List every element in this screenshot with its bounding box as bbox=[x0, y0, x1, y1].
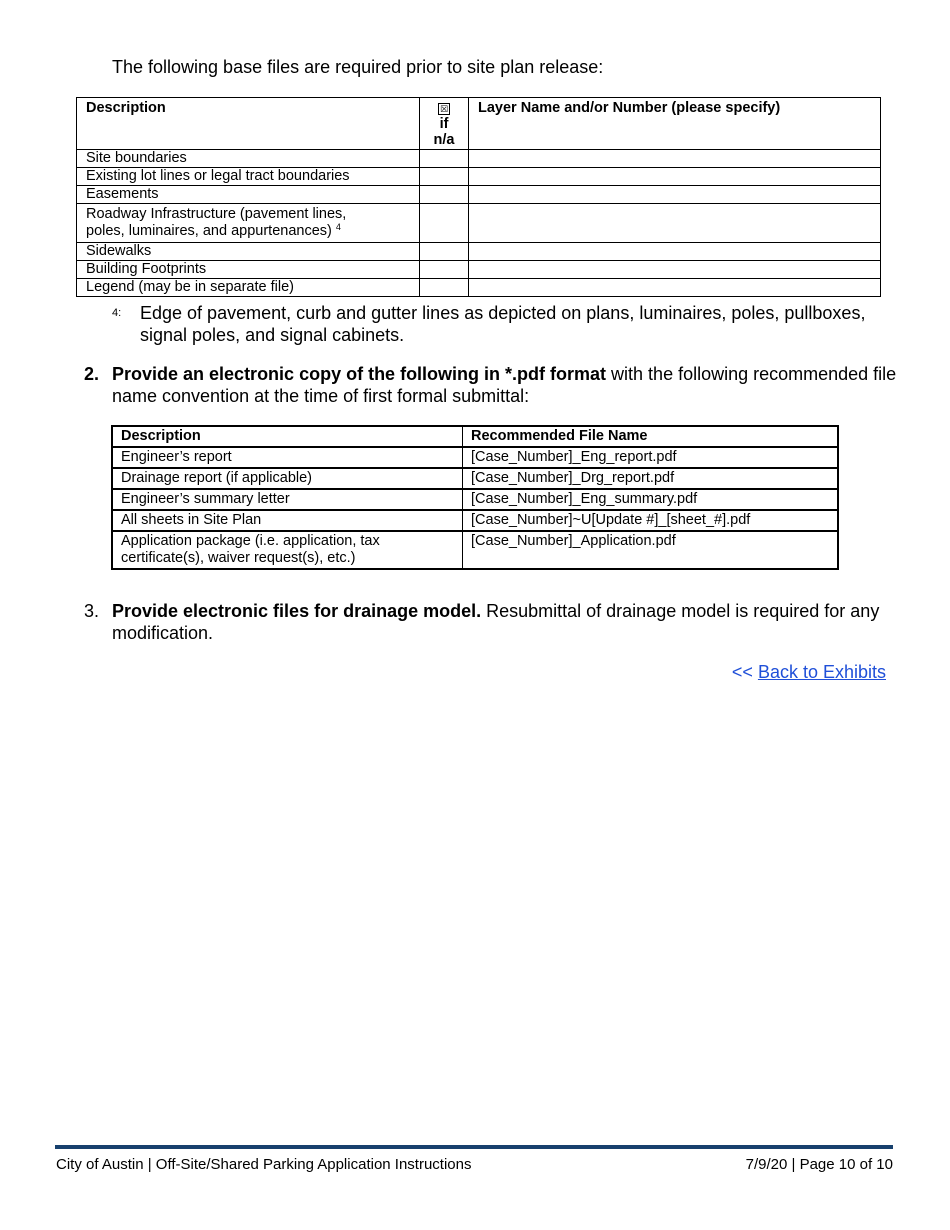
row-description: Building Footprints bbox=[77, 261, 420, 279]
list-number: 3. bbox=[84, 601, 100, 621]
table-row bbox=[77, 150, 881, 168]
table-header-row bbox=[77, 98, 881, 150]
na-cell[interactable] bbox=[420, 243, 469, 261]
table-row bbox=[112, 531, 838, 569]
footer-title: City of Austin | Off-Site/Shared Parking Application Instructions bbox=[56, 1156, 472, 1173]
list-item-3 bbox=[84, 600, 902, 644]
if-na-label: if n/a bbox=[433, 116, 455, 148]
table-row bbox=[77, 186, 881, 204]
na-cell[interactable] bbox=[420, 150, 469, 168]
layer-cell[interactable] bbox=[469, 261, 881, 279]
row-file-name: [Case_Number]_Drg_report.pdf bbox=[463, 468, 839, 489]
list-item-text bbox=[112, 363, 902, 407]
layer-cell[interactable] bbox=[469, 279, 881, 297]
list-item-2 bbox=[84, 363, 902, 407]
footnote-reference: 4 bbox=[335, 222, 341, 232]
na-cell[interactable] bbox=[420, 261, 469, 279]
list-item-text bbox=[112, 600, 902, 644]
footnote-text: Edge of pavement, curb and gutter lines as depicted on plans, luminaires, poles, pullboxes, signal poles, and signal cabinets. bbox=[140, 303, 866, 345]
row-description: Legend (may be in separate file) bbox=[77, 279, 420, 297]
row-file-name: [Case_Number]~U[Update #]_[sheet_#].pdf bbox=[463, 510, 839, 531]
back-link-container bbox=[732, 662, 886, 683]
row-file-name: [Case_Number]_Eng_report.pdf bbox=[463, 447, 839, 468]
row-file-name: [Case_Number]_Application.pdf bbox=[463, 531, 839, 569]
intro-text: The following base files are required prior to site plan release: bbox=[112, 57, 604, 77]
layer-cell[interactable] bbox=[469, 186, 881, 204]
list-number: 2. bbox=[84, 364, 100, 384]
table-row bbox=[112, 510, 838, 531]
row-description: Application package (i.e. application, tax certificate(s), waiver request(s), etc.) bbox=[112, 531, 463, 569]
row-description-line-1: Roadway Infrastructure (pavement lines, bbox=[86, 206, 347, 222]
row-description: Easements bbox=[77, 186, 420, 204]
table-row bbox=[77, 243, 881, 261]
na-cell[interactable] bbox=[420, 186, 469, 204]
table-row bbox=[77, 204, 881, 243]
column-header-description: Description bbox=[77, 98, 420, 150]
table-row bbox=[112, 468, 838, 489]
layer-cell[interactable] bbox=[469, 150, 881, 168]
column-header-file-name: Recommended File Name bbox=[463, 426, 839, 447]
back-to-exhibits-link[interactable]: Back to Exhibits bbox=[757, 662, 886, 682]
row-description bbox=[77, 204, 420, 243]
layer-cell[interactable] bbox=[469, 204, 881, 243]
column-header-na bbox=[420, 98, 469, 150]
table-row bbox=[77, 279, 881, 297]
table-row bbox=[112, 489, 838, 510]
list-item-bold: Provide electronic files for drainage model. bbox=[112, 601, 482, 621]
row-description-line-2: poles, luminaires, and appurtenances) bbox=[86, 223, 332, 239]
row-description: Engineer’s summary letter bbox=[112, 489, 463, 510]
na-cell[interactable] bbox=[420, 279, 469, 297]
row-file-name: [Case_Number]_Eng_summary.pdf bbox=[463, 489, 839, 510]
list-item-rest: with the following recommended file name convention at the time of first formal submittal: bbox=[112, 364, 897, 406]
row-description: Existing lot lines or legal tract boundaries bbox=[77, 168, 420, 186]
row-description: Engineer’s report bbox=[112, 447, 463, 468]
list-item-bold: Provide an electronic copy of the following in *.pdf format bbox=[112, 364, 607, 384]
layer-cell[interactable] bbox=[469, 168, 881, 186]
row-description: All sheets in Site Plan bbox=[112, 510, 463, 531]
footer-page-number: 7/9/20 | Page 10 of 10 bbox=[745, 1156, 893, 1173]
base-files-table bbox=[76, 97, 881, 297]
table-row bbox=[77, 261, 881, 279]
pdf-files-table bbox=[111, 425, 839, 570]
row-description: Site boundaries bbox=[77, 150, 420, 168]
table-row bbox=[77, 168, 881, 186]
na-cell[interactable] bbox=[420, 204, 469, 243]
column-header-layer: Layer Name and/or Number (please specify) bbox=[469, 98, 881, 150]
row-description: Drainage report (if applicable) bbox=[112, 468, 463, 489]
table-row bbox=[112, 447, 838, 468]
footer-rule bbox=[55, 1145, 893, 1149]
back-link-prefix: << bbox=[731, 662, 758, 682]
footnote-number: 4: bbox=[112, 307, 122, 319]
na-cell[interactable] bbox=[420, 168, 469, 186]
checkbox-icon: ☒ bbox=[439, 104, 449, 114]
table-header-row bbox=[112, 426, 838, 447]
column-header-description: Description bbox=[112, 426, 463, 447]
row-description: Sidewalks bbox=[77, 243, 420, 261]
list-item-rest: Resubmittal of drainage model is required for any modification. bbox=[112, 601, 880, 643]
layer-cell[interactable] bbox=[469, 243, 881, 261]
